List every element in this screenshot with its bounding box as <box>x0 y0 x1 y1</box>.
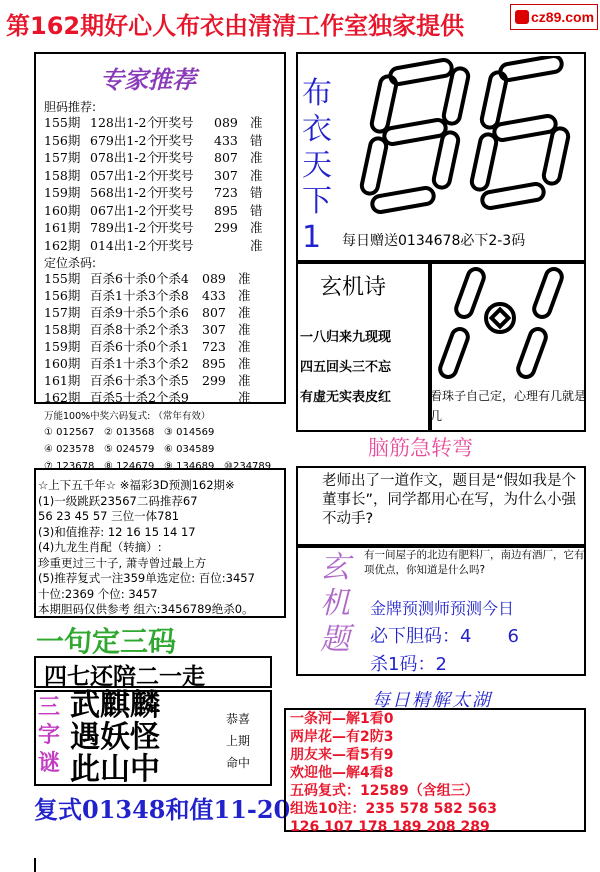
wan-cell: ⑧ 124679 <box>104 461 155 472</box>
pos-label: 定位杀码: <box>44 256 97 270</box>
pos-cell-result: 准 <box>238 271 251 286</box>
dan-cell-num: 299 <box>214 220 238 235</box>
pos-cell-kill: 百杀6十杀0个杀4 <box>90 271 189 286</box>
riddle-word-1: 武麒麟 <box>70 688 160 723</box>
poem-line-1: 一八归来九现现 <box>300 330 392 345</box>
bottom-divider <box>34 858 36 872</box>
dan-cell-label: 开奖号 <box>156 185 194 200</box>
dan-cell-out: 014出1-2个 <box>90 237 159 253</box>
pos-cell-issue: 155期 <box>44 271 81 286</box>
pos-row <box>44 338 251 355</box>
dan-cell-result: 准 <box>250 237 263 253</box>
dan-row <box>44 184 263 202</box>
xuanji-ti-label: 玄机题 <box>320 550 350 657</box>
dan-cell-issue: 155期 <box>44 115 81 130</box>
poem-title: 玄机诗 <box>320 275 387 300</box>
pos-row <box>44 372 251 389</box>
pos-cell-result: 准 <box>238 390 251 405</box>
taihu-line: 一条河—解1看0 <box>290 711 394 727</box>
dan-cell-result: 错 <box>250 202 263 218</box>
pos-cell-kill: 百杀6十杀0个杀1 <box>90 339 189 354</box>
dan-cell-num: 807 <box>214 150 238 165</box>
big-digits-graphic <box>350 56 586 228</box>
dan-cell-result: 错 <box>250 185 263 200</box>
dan-cell-result: 错 <box>250 132 263 148</box>
forecast-line: ☆上下五千年☆ ※福彩3D预测162期※ <box>38 478 235 492</box>
forecast-line: 珍重更过三十子, 萧寺曾过最上方 <box>38 555 207 570</box>
dan-cell-label: 开奖号 <box>156 150 194 165</box>
wan-cell: ⑨ 134689 <box>164 461 215 472</box>
bead-graphic <box>432 264 584 388</box>
page-title: 第162期好心人布衣由清清工作室独家提供 <box>6 12 465 40</box>
dan-cell-result: 准 <box>250 115 263 130</box>
pos-cell-kill: 百杀1十杀3个杀8 <box>90 288 189 303</box>
forecast-line: 本期胆码仅供参考 组六:3456789绝杀0。 <box>38 602 254 616</box>
pos-row <box>44 270 251 287</box>
dan-cell-issue: 158期 <box>44 167 81 183</box>
congrats-text <box>226 708 250 774</box>
dan-row <box>44 149 263 167</box>
dan-rows <box>44 114 263 254</box>
dan-row <box>44 114 263 132</box>
dan-row <box>44 167 263 185</box>
dan-cell-issue: 161期 <box>44 220 81 235</box>
taihu-title: 每日精解太湖 <box>372 690 492 711</box>
pos-row <box>44 389 251 406</box>
dan-cell-result: 准 <box>250 150 263 165</box>
phrase-text: 四七还陪二一走 <box>44 663 205 690</box>
pos-rows <box>44 270 251 406</box>
logo-text: cz89.com <box>531 9 595 25</box>
pos-cell-result: 准 <box>238 288 251 303</box>
wan-row <box>44 424 284 441</box>
forecast-line: (4)九龙生肖配（转摘）: <box>38 540 162 554</box>
taihu-line: 欢迎他—解4看8 <box>290 765 394 781</box>
dan-cell-result: 准 <box>250 220 263 235</box>
dan-row <box>44 237 263 255</box>
dan-cell-label: 开奖号 <box>156 167 194 183</box>
wan-cell: ⑥ 034589 <box>164 444 215 455</box>
pos-cell-issue: 156期 <box>44 288 81 303</box>
dan-cell-out: 078出1-2个 <box>90 150 159 165</box>
pos-cell-kill: 百杀1十杀3个杀2 <box>90 356 189 371</box>
gold-predictor: 金牌预测师预测今日 <box>370 599 515 618</box>
dan-cell-label: 开奖号 <box>156 237 194 253</box>
pos-cell-issue: 160期 <box>44 356 81 371</box>
forecast-lines <box>38 478 255 618</box>
forecast-line: (5)推荐复式一注359单选定位: 百位:3457 <box>38 571 255 585</box>
pos-cell-result: 准 <box>238 356 251 371</box>
naojin-title: 脑筋急转弯 <box>368 436 473 460</box>
dan-cell-out: 067出1-2个 <box>90 202 159 218</box>
pos-cell-issue: 162期 <box>44 390 81 405</box>
riddle-word-2: 遇妖怪 <box>70 720 160 755</box>
wan-label: 万能100%中奖六码复式: （常年有效） <box>44 411 211 422</box>
pos-cell-issue: 158期 <box>44 322 81 337</box>
kill-code: 杀1码：2 <box>370 654 447 675</box>
forecast-line: (3)和值推荐: 12 16 15 14 17 <box>38 524 196 539</box>
taihu-line: 126 107 178 189 208 289 <box>290 819 490 835</box>
buyi-title: 布衣天下1 <box>302 76 332 255</box>
dan-cell-label: 开奖号 <box>156 202 194 218</box>
dan-cell-label: 开奖号 <box>156 132 194 148</box>
dan-cell-out: 789出1-2个 <box>90 220 159 235</box>
wan-cell: ⑦ 123678 <box>44 461 95 472</box>
wan-cell: ④ 023578 <box>44 444 95 455</box>
pos-row <box>44 304 251 321</box>
wan-cell: ② 013568 <box>104 427 155 438</box>
taihu-line: 五码复式：12589（含组三） <box>290 783 479 799</box>
pos-cell-num: 433 <box>202 288 226 303</box>
dan-cell-out: 679出1-2个 <box>90 132 159 148</box>
dan-cell-issue: 160期 <box>44 202 81 218</box>
dan-cell-issue: 159期 <box>44 185 81 200</box>
pos-cell-issue: 159期 <box>44 339 81 354</box>
pos-cell-kill: 百杀6十杀3个杀5 <box>90 373 189 388</box>
must-dan: 必下胆码：4 6 <box>370 626 519 647</box>
congrats-line-3: 命中 <box>226 756 251 770</box>
riddle-side-label: 三字谜 <box>38 695 61 776</box>
dan-row <box>44 132 263 150</box>
pos-cell-kill: 百杀5十杀2个杀9 <box>90 390 189 405</box>
dan-cell-num: 723 <box>214 185 238 200</box>
congrats-line-1: 恭喜 <box>226 712 251 726</box>
dan-label: 胆码推荐: <box>44 100 97 114</box>
pos-cell-num: 723 <box>202 339 226 354</box>
pos-cell-num: 089 <box>202 271 226 286</box>
riddle-words <box>70 690 160 786</box>
forecast-line: 56 23 45 57 三位一体781 <box>38 509 180 523</box>
wan-row <box>44 441 284 458</box>
dan-cell-issue: 156期 <box>44 132 81 148</box>
pos-cell-result: 准 <box>238 373 251 388</box>
pos-row <box>44 321 251 338</box>
pos-cell-kill: 百杀9十杀5个杀6 <box>90 305 189 320</box>
forecast-line: (1)一级跳跃23567二码推荐67 <box>38 493 198 508</box>
dan-cell-num: 895 <box>214 202 238 218</box>
dan-cell-out: 057出1-2个 <box>90 167 159 183</box>
congrats-line-2: 上期 <box>226 734 251 748</box>
taihu-line: 两岸花—有2防3 <box>290 729 394 745</box>
wan-cell: ⑤ 024579 <box>104 444 155 455</box>
poem-line-2: 四五回头三不忘 <box>300 360 392 375</box>
pos-cell-result: 准 <box>238 339 251 354</box>
naojin-question: 老师出了一道作文，题目是“假如我是个董事长”，同学都用心在写，为什么小强不动手? <box>322 473 577 527</box>
dan-cell-num: 307 <box>214 167 238 183</box>
dan-cell-num: 433 <box>214 132 238 148</box>
pos-row <box>44 287 251 304</box>
pos-cell-result: 准 <box>238 305 251 320</box>
site-logo[interactable] <box>510 4 598 30</box>
taihu-lines <box>290 710 497 836</box>
dan-row <box>44 202 263 220</box>
taihu-line: 组选10注：235 578 582 563 <box>290 801 497 817</box>
taihu-line: 朋友来—看5有9 <box>290 747 394 763</box>
dan-cell-out: 568出1-2个 <box>90 185 159 200</box>
xuanji-ti-question: 有一间屋子的北边有肥料厂，南边有酒厂，它有项优点，你知道是什么吗? <box>364 549 585 576</box>
pos-cell-num: 299 <box>202 373 226 388</box>
dan-cell-result: 准 <box>250 167 263 183</box>
pos-cell-num: 895 <box>202 356 226 371</box>
dan-cell-label: 开奖号 <box>156 220 194 235</box>
logo-icon <box>515 10 529 24</box>
expert-title: 专家推荐 <box>100 65 196 94</box>
dan-cell-issue: 162期 <box>44 237 81 253</box>
riddle-word-3: 此山中 <box>70 752 160 787</box>
forecast-line: 十位:2369 个位: 3457 <box>38 586 158 601</box>
dan-cell-num: 089 <box>214 115 238 130</box>
pos-cell-issue: 157期 <box>44 305 81 320</box>
dan-cell-issue: 157期 <box>44 150 81 165</box>
pos-row <box>44 355 251 372</box>
wan-cell: ③ 014569 <box>164 427 215 438</box>
pos-cell-issue: 161期 <box>44 373 81 388</box>
yiju-title: 一句定三码 <box>36 625 177 658</box>
pos-cell-result: 准 <box>238 322 251 337</box>
dan-cell-label: 开奖号 <box>156 115 194 130</box>
pos-cell-num: 307 <box>202 322 226 337</box>
poem-line-3: 有虚无实表皮红 <box>300 390 392 405</box>
bead-note: 看珠子自己定，心理有几就是几 <box>430 389 587 423</box>
buyi-send-text: 每日赠送0134678必下2-3码 <box>342 233 526 249</box>
pos-cell-kill: 百杀8十杀2个杀3 <box>90 322 189 337</box>
dan-row <box>44 219 263 237</box>
wan-cell: ① 012567 <box>44 427 95 438</box>
fushi-text: 复式01348和值11-20 <box>34 795 291 824</box>
pos-cell-num: 807 <box>202 305 226 320</box>
dan-cell-out: 128出1-2个 <box>90 115 159 130</box>
wan-cell: ⑩234789 <box>224 461 272 472</box>
